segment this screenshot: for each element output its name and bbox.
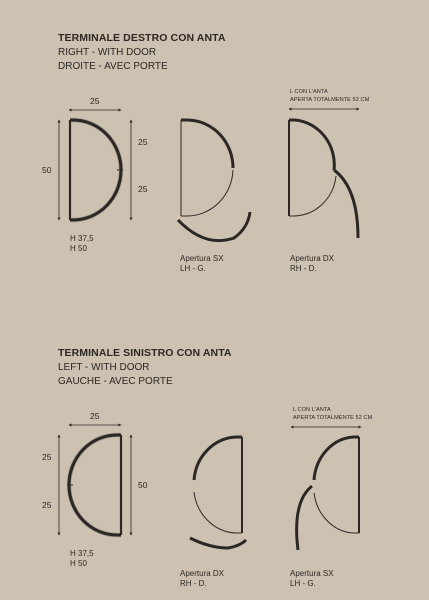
module-left-open-sx [297, 437, 359, 550]
section-right-subtitle-en: RIGHT - WITH DOOR [58, 47, 157, 58]
dim-width-right: 25 [90, 96, 100, 106]
opening-b-line1-right: Apertura DX [290, 254, 335, 263]
door-width-line2-right: APERTA TOTALMENTE 52 CM [290, 97, 370, 103]
height-1-left: H 37,5 [70, 549, 94, 558]
module-right-closed [70, 120, 123, 220]
section-left-title: TERMINALE SINISTRO CON ANTA [58, 347, 232, 359]
section-left-subtitle-fr: GAUCHE - AVEC PORTE [58, 376, 173, 387]
height-1-right: H 37,5 [70, 234, 94, 243]
opening-a-line2-right: LH - G. [180, 264, 206, 273]
section-right-subtitle-fr: DROITE - AVEC PORTE [58, 61, 168, 72]
height-2-left: H 50 [70, 559, 87, 568]
opening-a-line2-left: RH - D. [180, 579, 207, 588]
dim-total-height-right: 50 [42, 165, 52, 175]
opening-a-line1-right: Apertura SX [180, 254, 224, 263]
dim-lower-left: 25 [42, 500, 52, 510]
section-right-title: TERMINALE DESTRO CON ANTA [58, 32, 226, 44]
module-right-open-sx [178, 120, 250, 241]
dim-upper-left: 25 [42, 452, 52, 462]
section-left-subtitle-en: LEFT - WITH DOOR [58, 362, 150, 373]
opening-b-line2-left: LH - G. [290, 579, 316, 588]
opening-b-line1-left: Apertura SX [290, 569, 334, 578]
opening-a-line1-left: Apertura DX [180, 569, 225, 578]
dim-lower-right: 25 [138, 184, 148, 194]
dim-total-height-left: 50 [138, 480, 148, 490]
module-left-open-dx [190, 437, 246, 548]
dim-upper-right: 25 [138, 137, 148, 147]
door-width-line1-left: L CON L'ANTA [293, 407, 331, 413]
door-width-line1-right: L CON L'ANTA [290, 89, 328, 95]
module-right-open-dx [289, 120, 358, 238]
module-left-closed [67, 435, 121, 535]
dim-width-left: 25 [90, 411, 100, 421]
door-width-line2-left: APERTA TOTALMENTE 52 CM [293, 415, 373, 421]
height-2-right: H 50 [70, 244, 87, 253]
opening-b-line2-right: RH - D. [290, 264, 317, 273]
